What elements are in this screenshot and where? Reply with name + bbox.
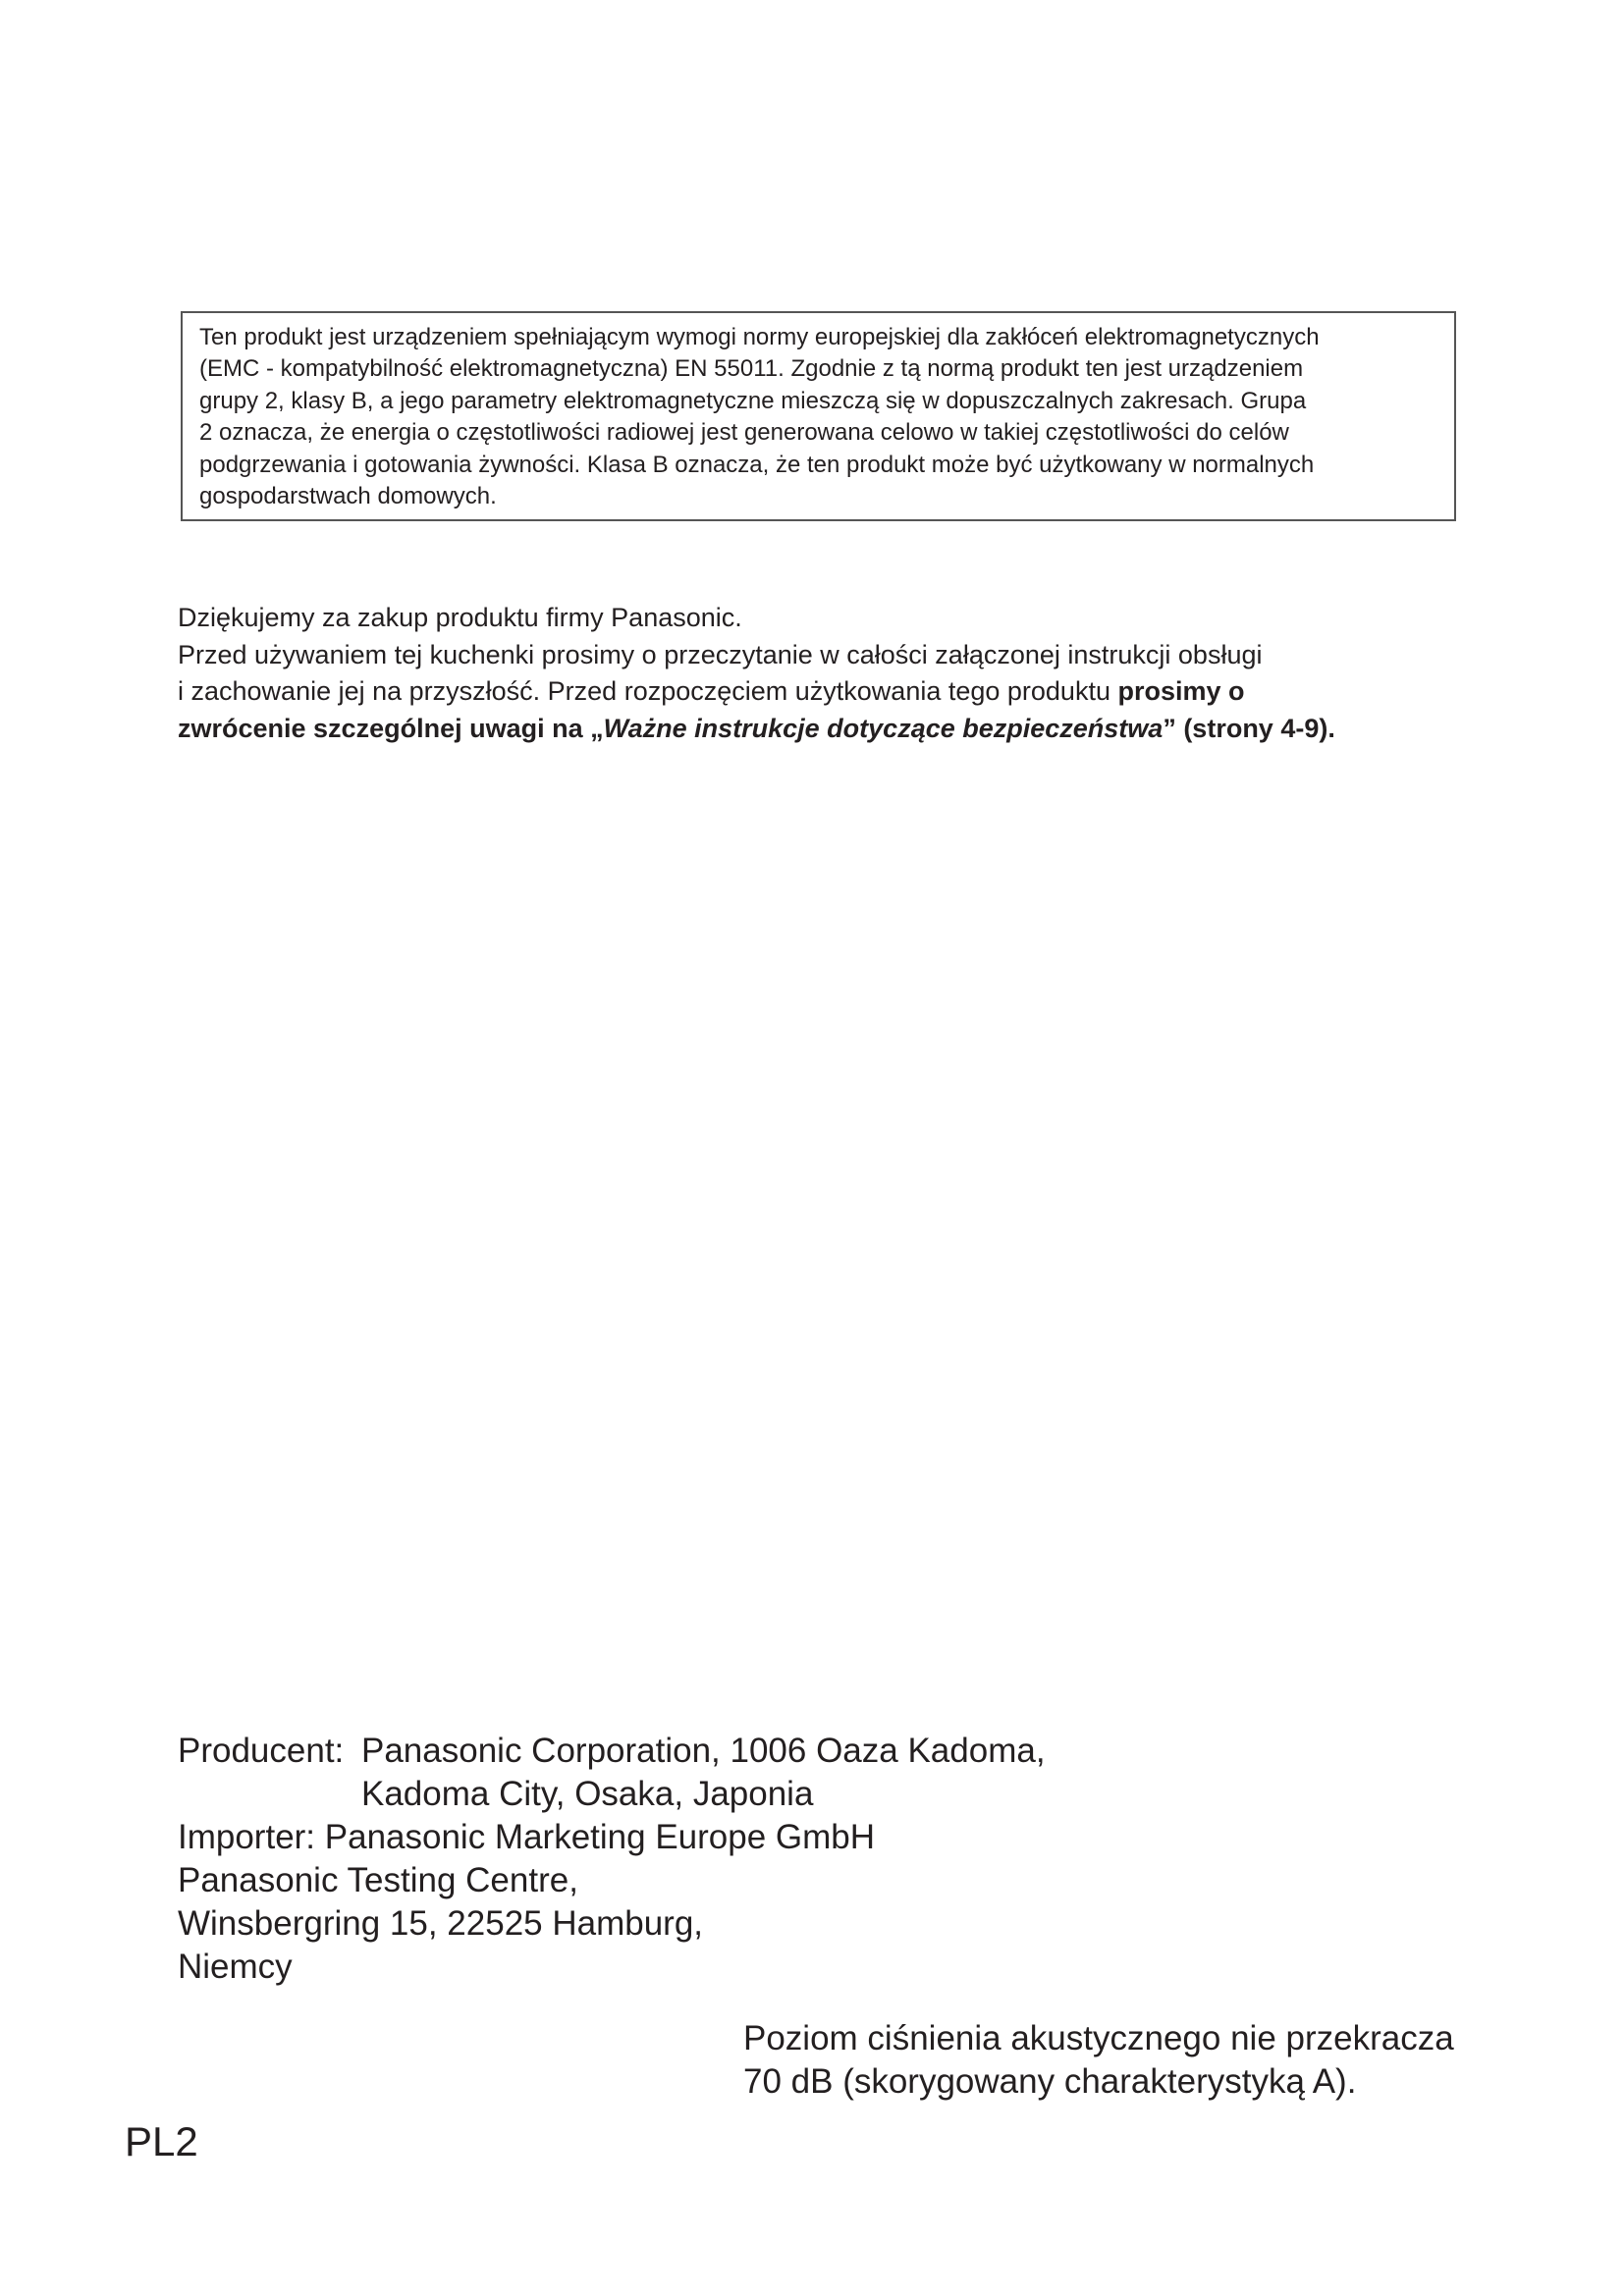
producer-label: Producent: [178, 1732, 345, 1770]
noise-level-line: 70 dB (skorygowany charakterystyką A). [743, 2062, 1357, 2101]
producer-line [178, 1730, 1046, 1773]
emc-notice-line: gospodarstwach domowych. [199, 483, 497, 510]
emc-notice-box [181, 311, 1456, 521]
intro-text: i zachowanie jej na przyszłość. Przed rozpoczęciem użytkowania tego produktu [178, 676, 1118, 706]
producer-name: Panasonic Corporation, 1006 Oaza Kadoma, [361, 1732, 1046, 1770]
importer-address: Winsbergring 15, 22525 Hamburg, [178, 1904, 704, 1943]
producer-address: Kadoma City, Osaka, Japonia [361, 1775, 814, 1813]
emc-notice-line: Ten produkt jest urządzeniem spełniającym wymogi normy europejskiej dla zakłóceń elektromagnetycznych [199, 324, 1320, 350]
page-number: PL2 [125, 2118, 198, 2164]
intro-emphasis: ” (strony 4-9). [1163, 713, 1335, 743]
safety-instructions-title: Ważne instrukcje dotyczące bezpieczeństwa [603, 713, 1164, 743]
intro-instruction-line [178, 673, 1474, 711]
emc-notice-line: grupy 2, klasy B, a jego parametry elektromagnetyczne mieszczą się w dopuszczalnych zakresach. Grupa [199, 387, 1307, 414]
intro-instruction-line: Przed używaniem tej kuchenki prosimy o przeczytanie w całości załączonej instrukcji obsługi [178, 639, 1263, 669]
intro-thanks-line: Dziękujemy za zakup produktu firmy Panasonic. [178, 603, 742, 632]
intro-paragraph [178, 600, 1474, 747]
intro-safety-reference-line [178, 711, 1474, 748]
noise-level-note [743, 2017, 1454, 2104]
intro-emphasis: prosimy o [1117, 676, 1245, 706]
importer-line: Importer: Panasonic Marketing Europe GmbH [178, 1818, 876, 1856]
emc-notice-line: 2 oznacza, że energia o częstotliwości radiowej jest generowana celowo w takiej częstotliwości do celów [199, 419, 1289, 447]
noise-level-line: Poziom ciśnienia akustycznego nie przekracza [743, 2019, 1454, 2057]
importer-country: Niemcy [178, 1948, 293, 1986]
intro-emphasis: zwrócenie szczególnej uwagi na „ [178, 713, 604, 743]
importer-address: Panasonic Testing Centre, [178, 1861, 578, 1899]
emc-notice-line: podgrzewania i gotowania żywności. Klasa B oznacza, że ten produkt może być użytkowany w normalnych [199, 451, 1315, 478]
manufacturer-info [178, 1730, 1046, 1989]
emc-notice-line: (EMC - kompatybilność elektromagnetyczna) EN 55011. Zgodnie z tą normą produkt ten jest urządzeniem [199, 355, 1304, 383]
